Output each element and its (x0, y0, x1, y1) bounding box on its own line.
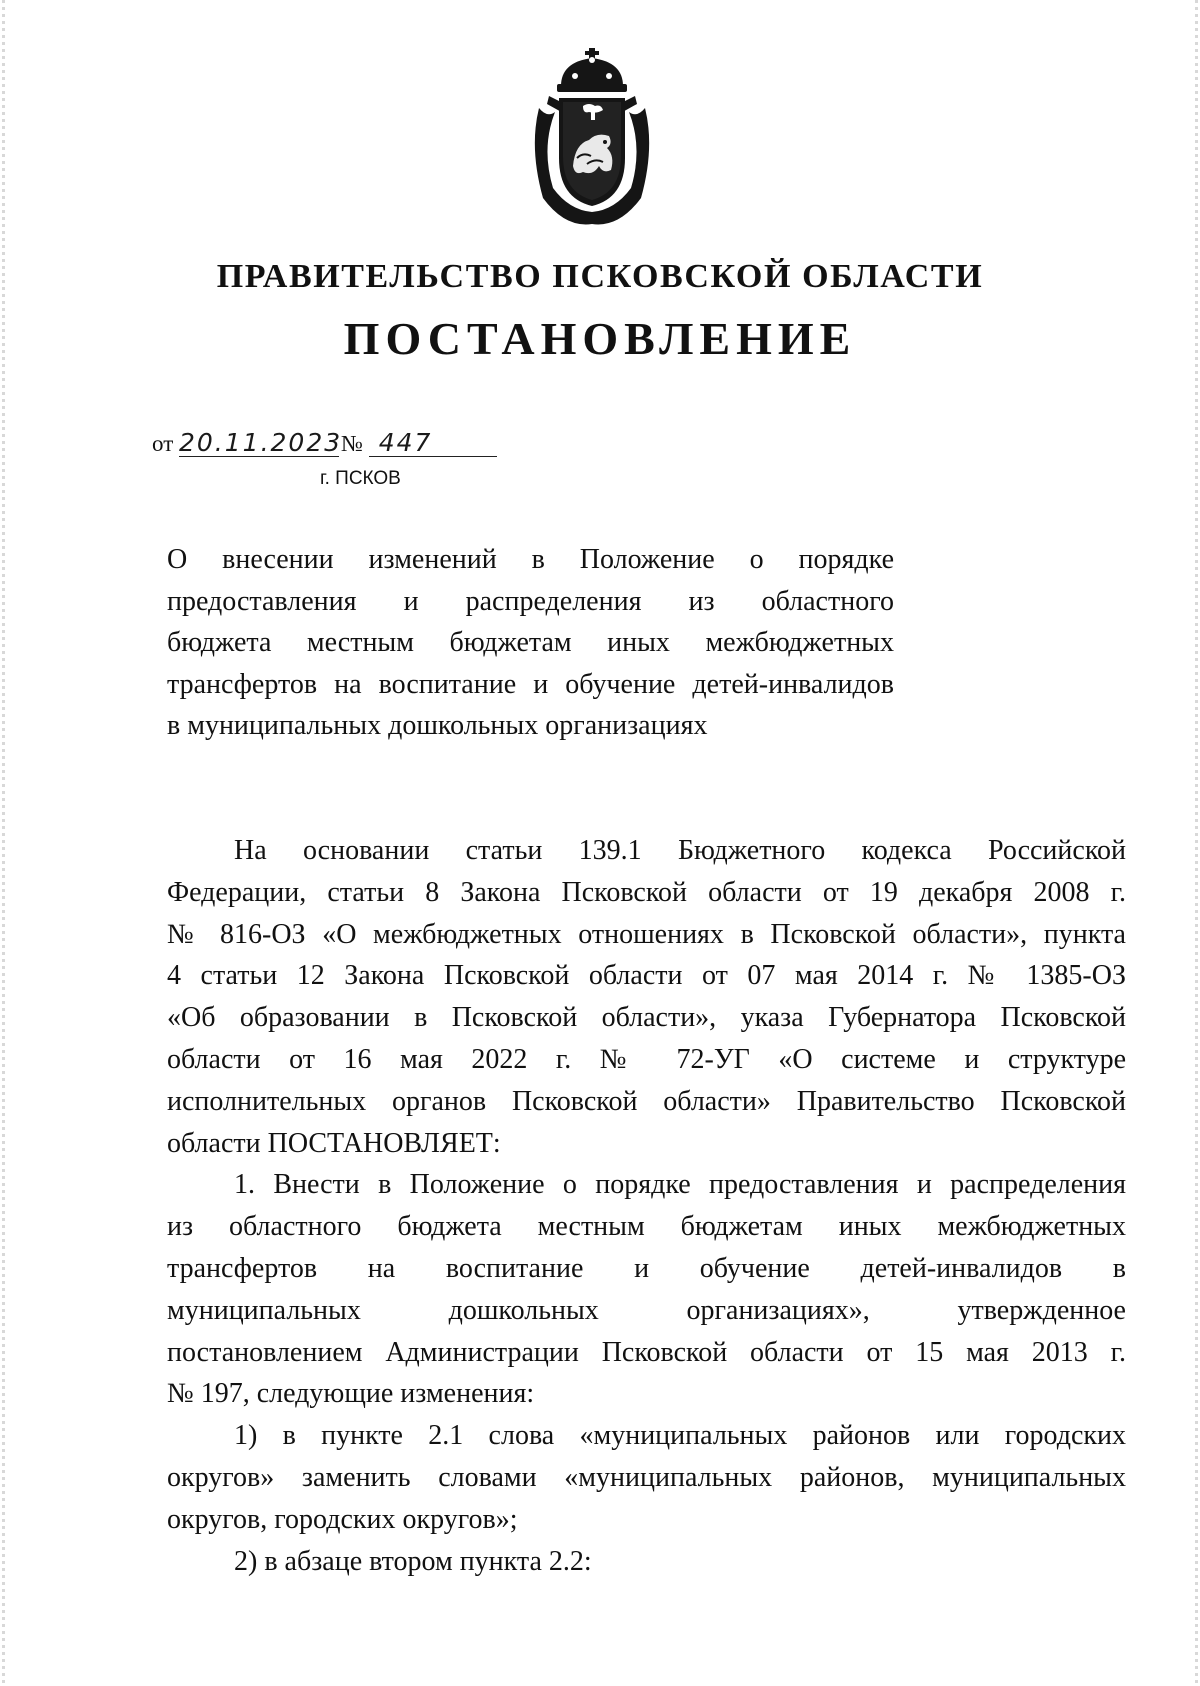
subitem-1-paragraph (167, 1415, 1126, 1540)
body-line: муниципальных дошкольных организациях», утвержденное (167, 1294, 1126, 1326)
shield-icon (559, 98, 625, 206)
title-line: О внесении изменений в Положение о порядке (167, 544, 894, 575)
item-1-paragraph (167, 1164, 1126, 1415)
coat-of-arms-emblem (525, 48, 660, 228)
body-line: № 197, следующие изменения: (167, 1378, 535, 1410)
subitem-2-paragraph (167, 1541, 1126, 1583)
body-line: постановлением Администрации Псковской области от 15 мая 2013 г. (167, 1336, 1126, 1368)
body-line: № 816-ОЗ «О межбюджетных отношениях в Псковской области», пункта (167, 918, 1126, 950)
decree-number: 447 (369, 430, 497, 457)
title-line: в муниципальных дошкольных организациях (167, 710, 708, 741)
number-label: № (341, 431, 363, 456)
body-line: 1. Внести в Положение о порядке предоставления и распределения (234, 1169, 1126, 1201)
decree-body (167, 830, 1126, 1582)
body-line: трансфертов на воспитание и обучение детей-инвалидов в (167, 1252, 1126, 1284)
decree-title (167, 539, 894, 747)
title-line: бюджета местным бюджетам иных межбюджетных (167, 627, 894, 658)
body-line: Федерации, статьи 8 Закона Псковской области от 19 декабря 2008 г. (167, 876, 1126, 908)
body-line: 1) в пункте 2.1 слова «муниципальных районов или городских (234, 1420, 1126, 1452)
from-label: от (152, 431, 174, 456)
body-line: 2) в абзаце втором пункта 2.2: (234, 1545, 592, 1577)
crown-icon (557, 48, 627, 92)
document-type: ПОСТАНОВЛЕНИЕ (343, 313, 857, 364)
body-line: 4 статьи 12 Закона Псковской области от 07 мая 2014 г. № 1385-ОЗ (167, 960, 1126, 992)
body-line: На основании статьи 139.1 Бюджетного кодекса Российской (234, 835, 1126, 866)
body-line: области от 16 мая 2022 г. № 72-УГ «О системе и структуре (167, 1043, 1126, 1075)
title-line: трансфертов на воспитание и обучение детей-инвалидов (167, 668, 894, 700)
body-line: округов» заменить словами «муниципальных районов, муниципальных (167, 1461, 1126, 1493)
scan-edge-left (2, 0, 5, 1686)
body-line: «Об образовании в Псковской области», указа Губернатора Псковской (167, 1002, 1126, 1034)
title-line: предоставления и распределения из областного (167, 585, 894, 617)
body-line: исполнительных органов Псковской области» Правительство Псковской (167, 1085, 1126, 1117)
date-number-line (152, 430, 497, 457)
body-line: округов, городских округов»; (167, 1503, 518, 1535)
preamble-paragraph (167, 830, 1126, 1164)
body-line: области ПОСТАНОВЛЯЕТ: (167, 1127, 501, 1159)
city-label: г. ПСКОВ (320, 468, 401, 489)
decree-date: 20.11.2023 (179, 428, 343, 457)
scan-edge-right (1195, 0, 1198, 1686)
body-line: из областного бюджета местным бюджетам иных межбюджетных (167, 1211, 1126, 1243)
government-name: ПРАВИТЕЛЬСТВО ПСКОВСКОЙ ОБЛАСТИ (216, 258, 984, 295)
